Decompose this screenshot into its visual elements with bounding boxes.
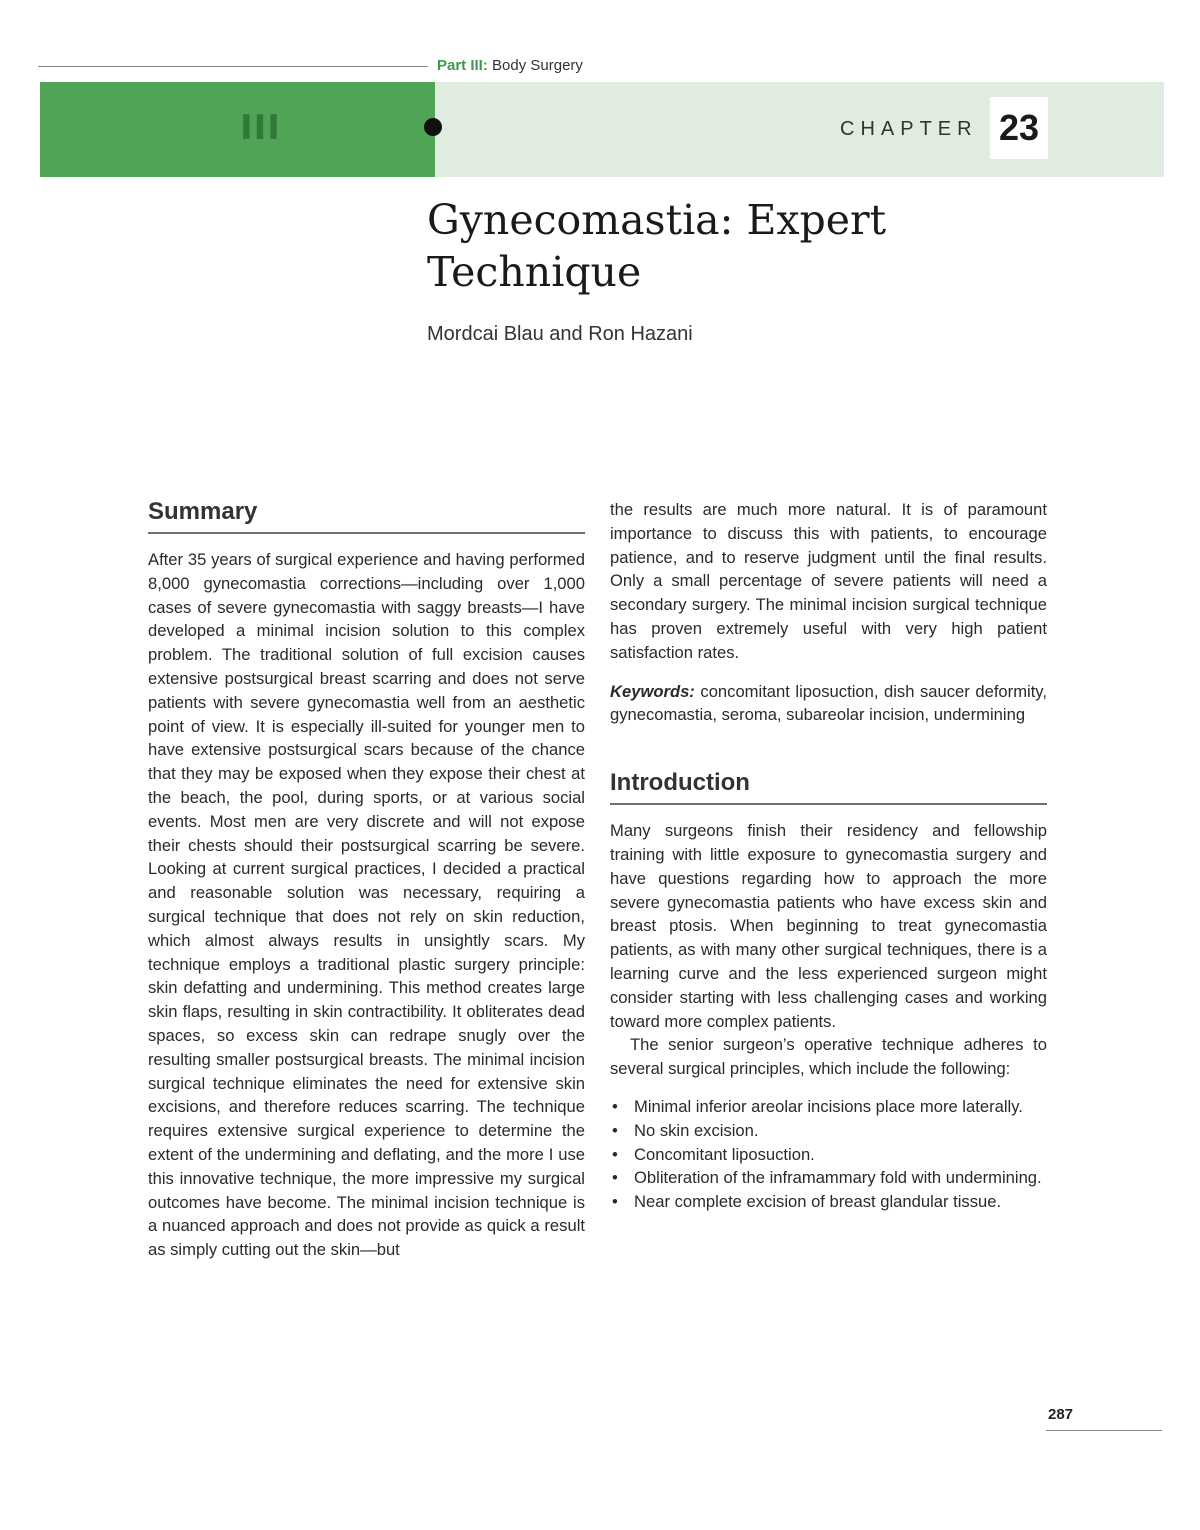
list-item (610, 1119, 1047, 1143)
chapter-title: Gynecomastia: Expert Technique (427, 196, 887, 296)
bullet-icon: • (612, 1192, 618, 1212)
header-rule (38, 66, 428, 67)
list-item-text: Near complete excision of breast glandular tissue. (634, 1192, 1002, 1212)
chapter-number-box (990, 97, 1048, 159)
summary-heading: Summary (148, 498, 585, 534)
keywords-label: Keywords: (610, 681, 695, 701)
summary-text: After 35 years of surgical experience and having performed 8,000 gynecomastia corrections—including over 1,000 cases of severe gynecomastia with saggy breasts—I have developed a minimal incision solution to this complex problem. The traditional solution of full excision causes extensive postsurgical breast scarring and does not serve patients with severe gynecomastia well from an aesthetic point of view. It is especially ill-suited for younger men to have extensive postsurgical scars because of the chance that they may be exposed when they expose their chest at the beach, the pool, during sports, or at various social events. Most men are very discrete and will not expose their chests should their postsurgical scarring be severe. Looking at current surgical practices, I decided a practical and reasonable solution was necessary, requiring a surgical technique that does not rely on skin reduction, which almost always results in unsightly scars. My technique employs a traditional plastic surgery principle: skin defatting and undermining. This method creates large skin flaps, resulting in skin contractibility. It obliterates dead spaces, so excess skin can redrape snugly over the resulting smaller postsurgical breasts. The minimal incision surgical technique eliminates the need for extensive skin excisions, and therefore reduces scarring. The technique requires extensive surgical experience to determine the extent of the undermining and deflating, and the more I use this innovative technique, the more impressive my surgical outcomes have become. The minimal incision technique is a nuanced approach and does not provide as quick a result as simply cutting out the skin—but (148, 550, 585, 1260)
bullet-icon: • (612, 1168, 618, 1188)
list-item-text: Obliteration of the inframammary fold with undermining. (634, 1168, 1042, 1188)
list-item-text: No skin excision. (634, 1120, 759, 1140)
left-column (148, 498, 585, 1262)
introduction-heading: Introduction (610, 769, 1047, 805)
chapter-label: CHAPTER (840, 118, 978, 140)
keywords (610, 680, 1047, 728)
summary-text-continued: the results are much more natural. It is of paramount importance to discuss this with patients, to encourage patience, and to reserve judgment until the final results. Only a small percentage of severe patients will need a secondary surgery. The minimal incision surgical technique has proven extremely useful with very high patient satisfaction rates. (610, 500, 1047, 662)
list-item (610, 1143, 1047, 1167)
bullet-icon: • (612, 1096, 618, 1116)
part-roman-numeral: III (240, 108, 281, 148)
authors: Mordcai Blau and Ron Hazani (427, 323, 693, 345)
list-item (610, 1095, 1047, 1119)
keywords-text: concomitant liposuction, dish saucer deformity, gynecomastia, seroma, subareolar incision, undermining (610, 681, 1047, 725)
introduction-paragraph-1: Many surgeons finish their residency and fellowship training with little exposure to gynecomastia surgery and have questions regarding how to approach the more severe gynecomastia patients who have excess skin and breast ptosis. When beginning to treat gynecomastia patients, as with many other surgical techniques, there is a learning curve and the less experienced surgeon might consider starting with less challenging cases and working toward more complex patients. (610, 821, 1047, 1031)
chapter-number: 23 (998, 107, 1040, 148)
list-item (610, 1190, 1047, 1214)
chapter-band-green (40, 82, 435, 177)
right-column (610, 498, 1047, 1214)
principles-list (610, 1095, 1047, 1214)
bullet-icon: • (612, 1120, 618, 1140)
bullet-icon: • (612, 1144, 618, 1164)
list-item-text: Minimal inferior areolar incisions place more laterally. (634, 1096, 1023, 1116)
chapter-band-light (435, 82, 1164, 177)
band-dot-marker (424, 118, 442, 136)
list-item-text: Concomitant liposuction. (634, 1144, 815, 1164)
footer-rule (1046, 1430, 1162, 1431)
list-item (610, 1166, 1047, 1190)
running-header (437, 57, 583, 74)
page-number: 287 (1048, 1406, 1074, 1423)
part-title: Body Surgery (492, 57, 583, 74)
introduction-paragraph-2: The senior surgeon’s operative technique adheres to several surgical principles, which include the following: (610, 1035, 1047, 1079)
part-number: Part III: (437, 57, 488, 74)
